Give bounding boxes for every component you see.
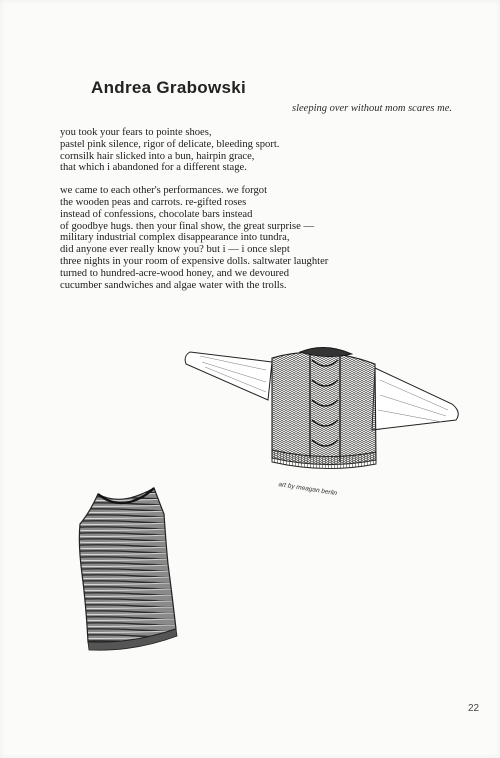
poem-line: military industrial complex disappearance into tundra, [60,232,290,244]
poem-line: did anyone ever really know you? but i — i once slept [60,244,290,256]
poem-line: you took your fears to pointe shoes, [60,127,212,138]
poem-line: instead of confessions, chocolate bars instead [60,208,253,220]
poem-line: cornsilk hair slicked into a bun, hairpin grace, [60,150,255,162]
sweater-illustration [180,340,465,475]
poem-line: of goodbye hugs. then your final show, the great surprise — [60,220,315,232]
poem-body [60,127,360,302]
poem-line: we came to each other's performances. we forgot [60,185,268,197]
stanza [60,127,360,174]
page-number: 22 [468,703,480,714]
poem-line: the wooden peas and carrots. re-gifted roses [60,196,247,208]
poem-line: pastel pink silence, rigor of delicate, bleeding sport. [60,138,280,150]
author-name: Andrea Grabowski [91,78,247,97]
stanza [60,185,360,291]
poem-line: that which i abandoned for a different stage. [60,162,247,174]
poem-line: three nights in your room of expensive dolls. saltwater laughter [60,255,329,267]
art-credit: art by meagan berlin [277,481,338,498]
vest-illustration [72,484,202,654]
poem-line: turned to hundred-acre-wood honey, and we devoured [60,267,290,279]
poem-line: cucumber sandwiches and algae water with the trolls. [60,279,287,291]
poem-subtitle: sleeping over without mom scares me. [292,103,453,114]
